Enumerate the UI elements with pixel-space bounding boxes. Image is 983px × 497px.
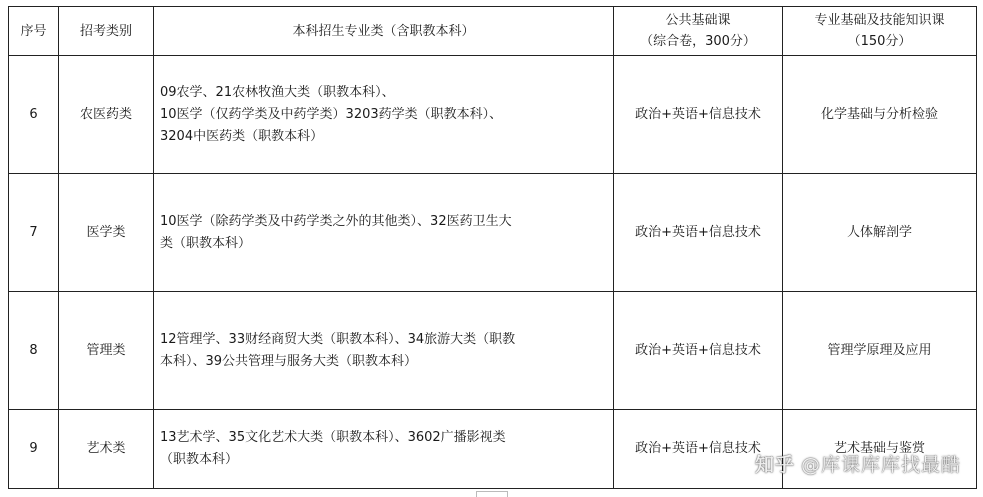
exam-category-table-wrapper: [8, 6, 976, 489]
cell-no: 6: [9, 56, 59, 174]
header-public-courses-sub: （综合卷，300分）: [640, 34, 756, 49]
majors-line: 12管理学、33财经商贸大类（职教本科）、34旅游大类（职教: [160, 331, 516, 347]
header-category-label: 招考类别: [79, 23, 132, 39]
table-row: [9, 410, 977, 489]
cell-category: 医学类: [59, 174, 154, 292]
cell-category: 艺术类: [59, 410, 154, 489]
header-public-courses-label: 公共基础课: [665, 13, 731, 28]
majors-line: 10医学（除药学类及中药学类之外的其他类）、32医药卫生大: [160, 213, 512, 229]
majors-line: 09农学、21农林牧渔大类（职教本科）、: [160, 84, 395, 100]
majors-line: 本科）、39公共管理与服务大类（职教本科）: [160, 353, 418, 369]
majors-line: 13艺术学、35文化艺术大类（职教本科）、3602广播影视类: [160, 430, 506, 445]
watermark-author: @库课库库找最酷: [800, 454, 961, 476]
cell-professional-courses: 人体解剖学: [783, 174, 977, 292]
header-no-label: 序号: [20, 23, 47, 39]
header-professional-courses: [783, 7, 977, 56]
cell-no: 8: [9, 292, 59, 410]
header-majors: [154, 7, 614, 56]
cell-majors: [154, 174, 614, 292]
header-professional-courses-sub: （150分）: [847, 34, 912, 49]
cell-majors: [154, 410, 614, 489]
cell-no: 7: [9, 174, 59, 292]
page-edge-marker: [476, 491, 508, 497]
cell-no: 9: [9, 410, 59, 489]
cell-public-courses: 政治+英语+信息技术: [614, 174, 783, 292]
zhihu-logo: 知乎: [754, 454, 795, 476]
table-row: [9, 292, 977, 410]
table-row: [9, 56, 977, 174]
majors-line: 类（职教本科）: [160, 235, 252, 251]
cell-public-courses: 政治+英语+信息技术: [614, 292, 783, 410]
header-public-courses: [614, 7, 783, 56]
cell-public-courses: 政治+英语+信息技术: [614, 56, 783, 174]
header-category: [59, 7, 154, 56]
exam-category-table: [8, 6, 977, 489]
cell-majors: [154, 56, 614, 174]
majors-line: 10医学（仅药学类及中药学类）3203药学类（职教本科）、: [160, 106, 503, 122]
majors-line: 3204中医药类（职教本科）: [160, 128, 324, 144]
cell-professional-courses: 艺术基础与鉴赏: [783, 410, 977, 489]
table-row: [9, 174, 977, 292]
header-no: [9, 7, 59, 56]
cell-public-courses: 政治+英语+信息技术: [614, 410, 783, 489]
table-header-row: [9, 7, 977, 56]
header-majors-label: 本科招生专业类（含职教本科）: [292, 23, 475, 39]
cell-professional-courses: 管理学原理及应用: [783, 292, 977, 410]
cell-majors: [154, 292, 614, 410]
majors-line: （职教本科）: [160, 452, 239, 467]
cell-category: 管理类: [59, 292, 154, 410]
header-professional-courses-label: 专业基础及技能知识课: [814, 13, 945, 28]
cell-professional-courses: 化学基础与分析检验: [783, 56, 977, 174]
cell-category: 农医药类: [59, 56, 154, 174]
